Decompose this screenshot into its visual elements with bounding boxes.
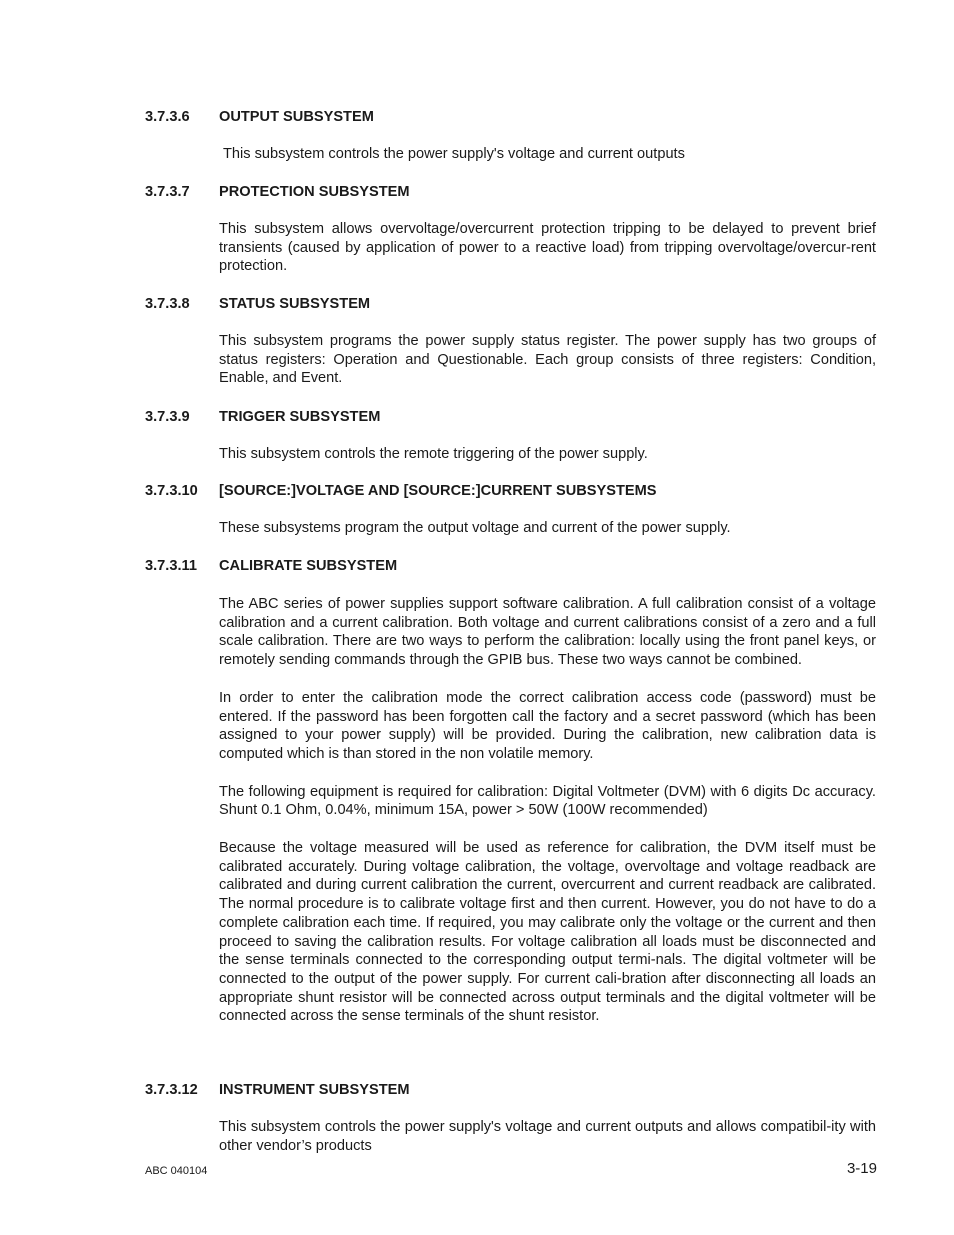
section-calibrate-subsystem [145, 557, 876, 1026]
section-heading [145, 183, 876, 201]
section-heading [145, 408, 876, 426]
section-heading [145, 482, 876, 500]
section-status-subsystem [145, 295, 876, 388]
section-heading [145, 108, 876, 126]
section-title: CALIBRATE SUBSYSTEM [219, 558, 398, 574]
section-number: 3.7.3.7 [145, 184, 190, 200]
section-number: 3.7.3.9 [145, 409, 190, 425]
section-title: TRIGGER SUBSYSTEM [219, 409, 381, 425]
section-instrument-subsystem [145, 1081, 876, 1155]
section-source-subsystems [145, 482, 876, 538]
section-title: PROTECTION SUBSYSTEM [219, 184, 410, 200]
section-heading [145, 295, 876, 313]
paragraph: The following equipment is required for calibration: Digital Voltmeter (DVM) with 6 digits Dc accuracy. Shunt 0.1 Ohm, 0.04%, minimum 15A, power > 50W (100W recommended) [219, 783, 876, 819]
section-trigger-subsystem [145, 408, 876, 464]
paragraph: These subsystems program the output voltage and current of the power supply. [219, 520, 731, 536]
paragraph: This subsystem controls the power supply's voltage and current outputs and allows compatibil-ity with other vendor’s products [219, 1119, 876, 1154]
paragraph: In order to enter the calibration mode the correct calibration access code (password) must be entered. If the password has been forgotten call the factory and a secret password (which has been assigned to your power supply) will be provided. During the calibration, new calibration data is computed which is than stored in the non volatile memory. [219, 689, 876, 762]
section-title: OUTPUT SUBSYSTEM [219, 109, 374, 125]
paragraph: This subsystem programs the power supply status register. The power supply has two groups of status registers: Operation and Questionable. Each group consists of three registers: Condition, Enable, and Event. [219, 333, 876, 387]
paragraph: The ABC series of power supplies support software calibration. A full calibration consist of a voltage calibration and a current calibration. Both voltage and current calibrations consist of a zero and a full scale calibration. There are two ways to perform the calibration: locally using the front panel keys, or remotely sending commands through the GPIB bus. These two ways cannot be combined. [219, 596, 876, 669]
paragraph: This subsystem controls the power supply's voltage and current outputs [223, 146, 685, 162]
footer-page-number: 3-19 [846, 1160, 877, 1177]
section-heading [145, 557, 876, 575]
section-title: INSTRUMENT SUBSYSTEM [219, 1082, 410, 1098]
section-output-subsystem [145, 108, 876, 164]
section-number: 3.7.3.8 [145, 296, 190, 312]
paragraph: Because the voltage measured will be used as reference for calibration, the DVM itself must be calibrated accurately. During voltage calibration, the voltage, overvoltage and voltage readback are calibrated and during current calibration the current, overcurrent and current readback are calibrated. The normal procedure is to calibrate voltage first and then current. However, you do not have to do a complete calibration each time. If required, you may calibrate only the voltage or the current and then proceed to saving the calibration results. For voltage calibration all loads must be disconnected and the sense terminals connected to the corresponding output termi-nals. The digital voltmeter will be connected to the output of the power supply. For current cali-bration after disconnecting all loads an appropriate shunt resistor will be connected across output terminals and the digital voltmeter will be connected across the sense terminals of the shunt resistor. [219, 840, 876, 1025]
section-heading [145, 1081, 876, 1099]
section-number: 3.7.3.12 [145, 1082, 198, 1098]
section-protection-subsystem [145, 183, 876, 276]
paragraph: This subsystem controls the remote triggering of the power supply. [219, 446, 648, 462]
section-number: 3.7.3.6 [145, 109, 190, 125]
footer-doc-id: ABC 040104 [145, 1165, 208, 1177]
section-title: [SOURCE:]VOLTAGE AND [SOURCE:]CURRENT SUBSYSTEMS [219, 483, 657, 499]
section-number: 3.7.3.10 [145, 483, 198, 499]
paragraph: This subsystem allows overvoltage/overcurrent protection tripping to be delayed to prevent brief transients (caused by application of power to a reactive load) from tripping overvoltage/overcur-rent protection. [219, 221, 876, 275]
section-title: STATUS SUBSYSTEM [219, 296, 371, 312]
section-number: 3.7.3.11 [145, 558, 197, 574]
